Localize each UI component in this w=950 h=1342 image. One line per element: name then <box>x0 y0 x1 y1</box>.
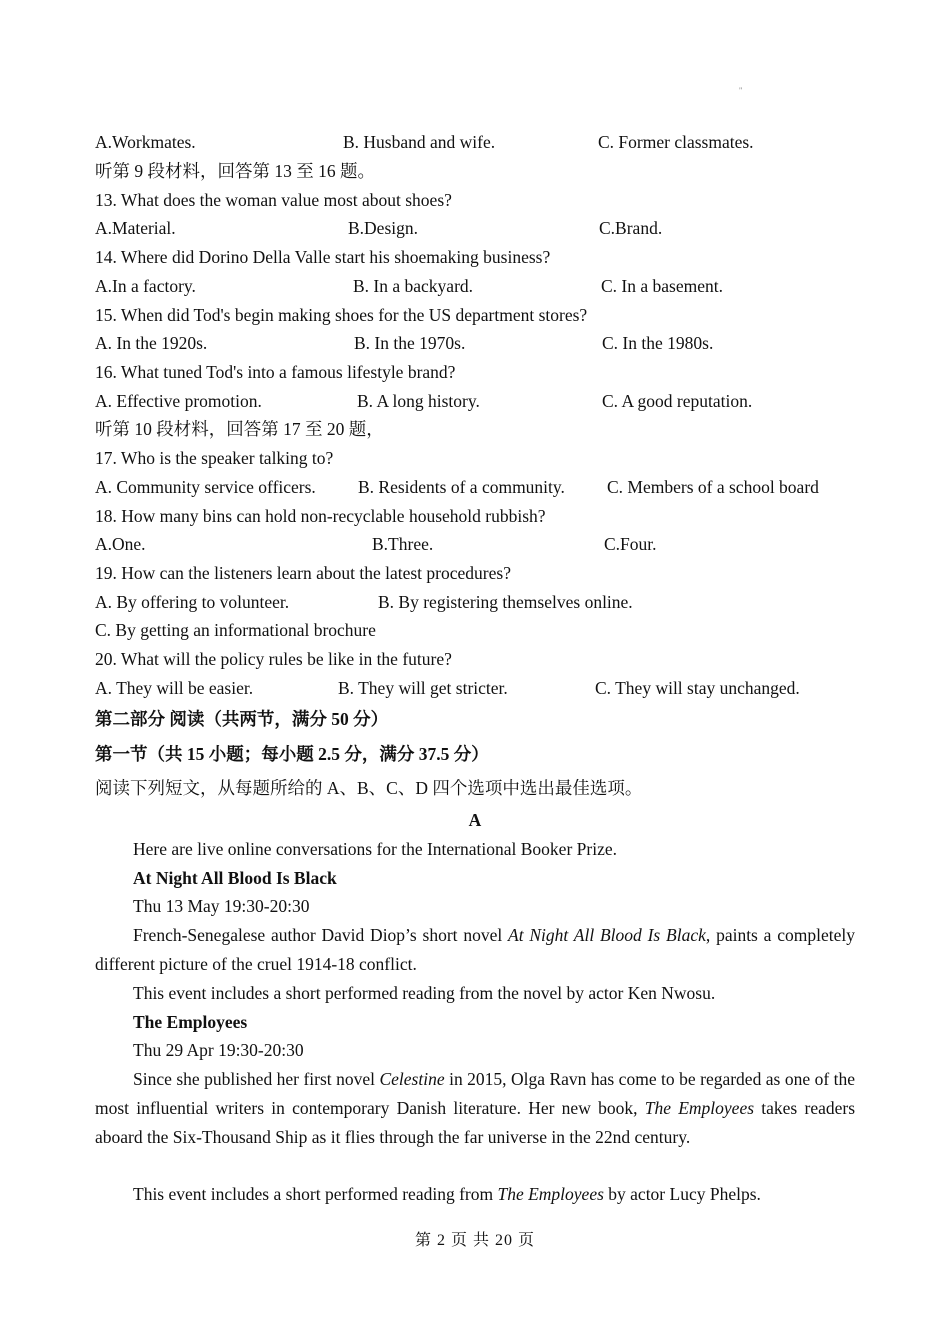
event-2-title: The Employees <box>133 1012 248 1032</box>
q13-option-c: C.Brand. <box>599 218 663 238</box>
q17-option-b: B. Residents of a community. <box>358 477 565 497</box>
q17-stem: 17. Who is the speaker talking to? <box>95 448 334 468</box>
q15-option-c: C. In the 1980s. <box>602 333 714 353</box>
q20-stem: 20. What will the policy rules be like in the future? <box>95 649 452 669</box>
q15-option-a: A. In the 1920s. <box>95 333 208 353</box>
event-2-reading-pre: This event includes a short performed reading from <box>133 1184 498 1204</box>
q13-stem: 13. What does the woman value most about shoes? <box>95 190 452 210</box>
event-2-reading-post: by actor Lucy Phelps. <box>603 1184 761 1204</box>
q14-option-c: C. In a basement. <box>601 276 723 296</box>
q16-option-b: B. A long history. <box>357 391 480 411</box>
q12-options <box>95 128 855 156</box>
q18-option-a: A.One. <box>95 534 146 554</box>
q18-option-c: C.Four. <box>604 534 657 554</box>
q19-stem: 19. How can the listeners learn about the latest procedures? <box>95 563 511 583</box>
event-2-desc-mid: in 2015, Olga Ravn has come to be regarded as one of the most influential writers in contemporary Danish literature. Her new book, <box>95 1069 855 1118</box>
q20-option-a: A. They will be easier. <box>95 678 254 698</box>
q14-option-a: A.In a factory. <box>95 276 196 296</box>
q20-options <box>95 674 855 702</box>
q12-option-c: C. Former classmates. <box>598 132 754 152</box>
q18-stem: 18. How many bins can hold non-recyclable household rubbish? <box>95 506 546 526</box>
q19-option-c: C. By getting an informational brochure <box>95 620 376 640</box>
event-1-time: Thu 13 May 19:30-20:30 <box>133 896 310 916</box>
event-2-reading <box>133 1180 855 1208</box>
event-2-book-title: The Employees <box>644 1098 755 1118</box>
q20-option-b: B. They will get stricter. <box>338 678 508 698</box>
q12-option-b: B. Husband and wife. <box>343 132 496 152</box>
q16-options <box>95 387 855 415</box>
q15-option-b: B. In the 1970s. <box>354 333 466 353</box>
passage-letter: A <box>468 810 482 830</box>
event-1-desc-post: , paints a completely different picture of the cruel 1914-18 conflict. <box>95 925 855 974</box>
section-9-instruction: 听第 9 段材料，回答第 13 至 16 题。 <box>95 161 375 181</box>
page-footer: 第 2 页 共 20 页 <box>414 1232 535 1249</box>
q18-options <box>95 530 855 558</box>
reading-instruction: 阅读下列短文，从每题所给的 A、B、C、D 四个选项中选出最佳选项。 <box>95 778 643 798</box>
q19-options <box>95 588 855 616</box>
q16-option-c: C. A good reputation. <box>602 391 753 411</box>
q19-option-a: A. By offering to volunteer. <box>95 592 290 612</box>
event-2-desc-pre: Since she published her first novel <box>133 1069 380 1089</box>
q12-option-a: A.Workmates. <box>95 132 196 152</box>
event-1-title: At Night All Blood Is Black <box>133 868 337 888</box>
section-10-instruction: 听第 10 段材料，回答第 17 至 20 题， <box>95 419 384 439</box>
event-1-reading: This event includes a short performed reading from the novel by actor Ken Nwosu. <box>133 983 716 1003</box>
q16-stem: 16. What tuned Tod's into a famous lifestyle brand? <box>95 362 456 382</box>
q14-option-b: B. In a backyard. <box>353 276 474 296</box>
event-2-first-novel: Celestine <box>379 1069 445 1089</box>
event-1-book-title: At Night All Blood Is Black <box>508 925 706 945</box>
section-1-heading: 第一节（共 15 小题；每小题 2.5 分，满分 37.5 分） <box>95 744 489 764</box>
q16-option-a: A. Effective promotion. <box>95 391 262 411</box>
q17-option-a: A. Community service officers. <box>95 477 316 497</box>
q20-option-c: C. They will stay unchanged. <box>595 678 800 698</box>
passage-intro: Here are live online conversations for the International Booker Prize. <box>133 839 617 859</box>
q13-option-b: B.Design. <box>348 218 418 238</box>
event-2-description <box>95 1065 855 1152</box>
q15-options <box>95 329 855 357</box>
q18-option-b: B.Three. <box>372 534 434 554</box>
q14-stem: 14. Where did Dorino Della Valle start his shoemaking business? <box>95 247 551 267</box>
q13-options <box>95 214 855 242</box>
event-2-desc-post: takes readers aboard the Six-Thousand Ship as it flies through the far universe in the 22nd century. <box>95 1098 856 1147</box>
q19-option-b: B. By registering themselves online. <box>378 592 633 612</box>
part-2-heading: 第二部分 阅读（共两节，满分 50 分） <box>95 709 389 729</box>
event-2-time: Thu 29 Apr 19:30-20:30 <box>133 1040 304 1060</box>
event-1-description <box>95 921 855 979</box>
q17-options <box>95 473 855 501</box>
q14-options <box>95 272 855 300</box>
event-1-desc-pre: French-Senegalese author David Diop’s short novel <box>133 925 509 945</box>
q13-option-a: A.Material. <box>95 218 176 238</box>
stray-mark: " <box>739 86 743 95</box>
q17-option-c: C. Members of a school board <box>607 477 819 497</box>
event-2-reading-title: The Employees <box>497 1184 604 1204</box>
q15-stem: 15. When did Tod's begin making shoes for the US department stores? <box>95 305 588 325</box>
